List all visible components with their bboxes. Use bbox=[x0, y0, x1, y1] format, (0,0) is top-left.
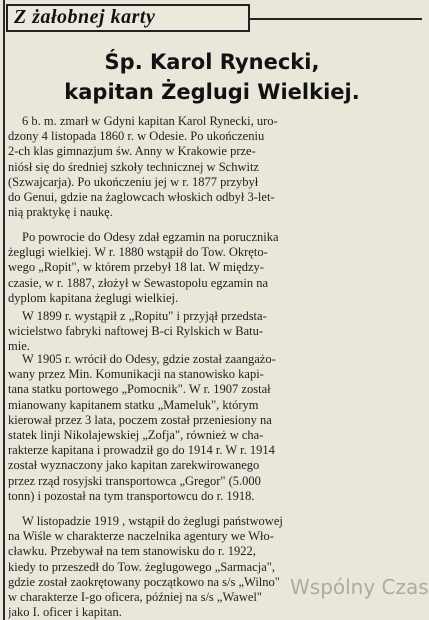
text-line: kierował przez 3 lata, poczem został przeniesiony na bbox=[8, 412, 272, 427]
text-line: na Wiśle w charakterze naczelnika agentury we Wło- bbox=[8, 529, 274, 544]
text-line: jako I. oficer i kapitan. bbox=[8, 605, 122, 620]
text-line: dzony 4 listopada 1860 r. w Odesie. Po ukończeniu bbox=[8, 129, 265, 144]
text-line: w charakterze I-go oficera, później na s/s „Wawel" bbox=[8, 590, 262, 605]
header-rule bbox=[250, 18, 422, 20]
text-line: dyplom kapitana żeglugi wielkiej. bbox=[8, 290, 179, 305]
paragraph bbox=[8, 352, 422, 504]
text-line: mie. bbox=[8, 339, 30, 354]
text-line: wany przez Min. Komunikacji na stanowisko kapi- bbox=[8, 367, 264, 382]
text-line: W 1905 r. wrócił do Odesy, gdzie został zaangażo- bbox=[22, 352, 276, 366]
text-line: nią praktykę i naukę. bbox=[8, 205, 113, 220]
text-line: 2-ch klas gimnazjum św. Anny w Krakowie prze- bbox=[8, 144, 256, 159]
paragraph bbox=[8, 514, 422, 620]
text-line: W listopadzie 1919 , wstąpił do żeglugi państwowej bbox=[22, 514, 283, 528]
paragraph bbox=[8, 309, 422, 355]
text-line: tonn) i pozostał na tym transportowcu do r. 1918. bbox=[8, 488, 255, 503]
text-line: rakterze kapitana i prowadził go do 1914 r. W r. 1914 bbox=[8, 443, 275, 458]
text-line: tana statku portowego „Pomocnik". W r. 1907 został bbox=[8, 382, 271, 397]
text-line: przez rząd rosyjski transportowca „Gregor" (5.000 bbox=[8, 473, 261, 488]
text-line: czasie, w r. 1887, złożył w Sewastopolu egzamin na bbox=[8, 275, 268, 290]
section-header: Z żałobnej karty bbox=[14, 6, 156, 28]
text-line: do Genui, gdzie na żaglowcach włoskich odbył 3-let- bbox=[8, 190, 275, 205]
text-line: W 1899 r. wystąpił z „Ropitu" i przyjął przedsta- bbox=[22, 309, 267, 323]
text-line: mianowany kapitanem statku „Mameluk", którym bbox=[8, 397, 259, 412]
paragraph bbox=[8, 230, 422, 306]
text-line: statek linji Nikolajewskiej „Zofja", również w cha- bbox=[8, 428, 264, 443]
text-line: został wyznaczony jako kapitan zarekwirowanego bbox=[8, 458, 260, 473]
text-line: (Szwajcarja). Po ukończeniu jej w r. 1877 przybył bbox=[8, 174, 259, 189]
text-line: gdzie został zaokrętowany początkowo na s/s „Wilno" bbox=[8, 574, 280, 589]
text-line: wicielstwo fabryki naftowej B-ci Rylskich w Batu- bbox=[8, 324, 263, 339]
obituary-title-rank: kapitan Żeglugi Wielkiej. bbox=[64, 80, 360, 104]
watermark: Wspólny Czas bbox=[290, 575, 429, 599]
text-line: Po powrocie do Odesy zdał egzamin na porucznika bbox=[22, 230, 279, 244]
text-line: wego „Ropit", w którem przebył 18 lat. W między- bbox=[8, 260, 264, 275]
text-line: cławku. Przebywał na tem stanowisku do r. 1922, bbox=[8, 544, 256, 559]
column-rule bbox=[3, 0, 5, 620]
text-line: 6 b. m. zmarł w Gdyni kapitan Karol Rynecki, uro- bbox=[22, 114, 278, 128]
text-line: kiedy to przeszedł do Tow. żeglugowego „Sarmacja", bbox=[8, 559, 275, 574]
text-line: niósł się do średniej szkoły technicznej w Schwitz bbox=[8, 159, 259, 174]
text-line: żeglugi wielkiej. W r. 1880 wstąpił do Tow. Okręto- bbox=[8, 245, 268, 260]
obituary-title-name: Śp. Karol Rynecki, bbox=[104, 50, 320, 74]
paragraph bbox=[8, 114, 422, 220]
